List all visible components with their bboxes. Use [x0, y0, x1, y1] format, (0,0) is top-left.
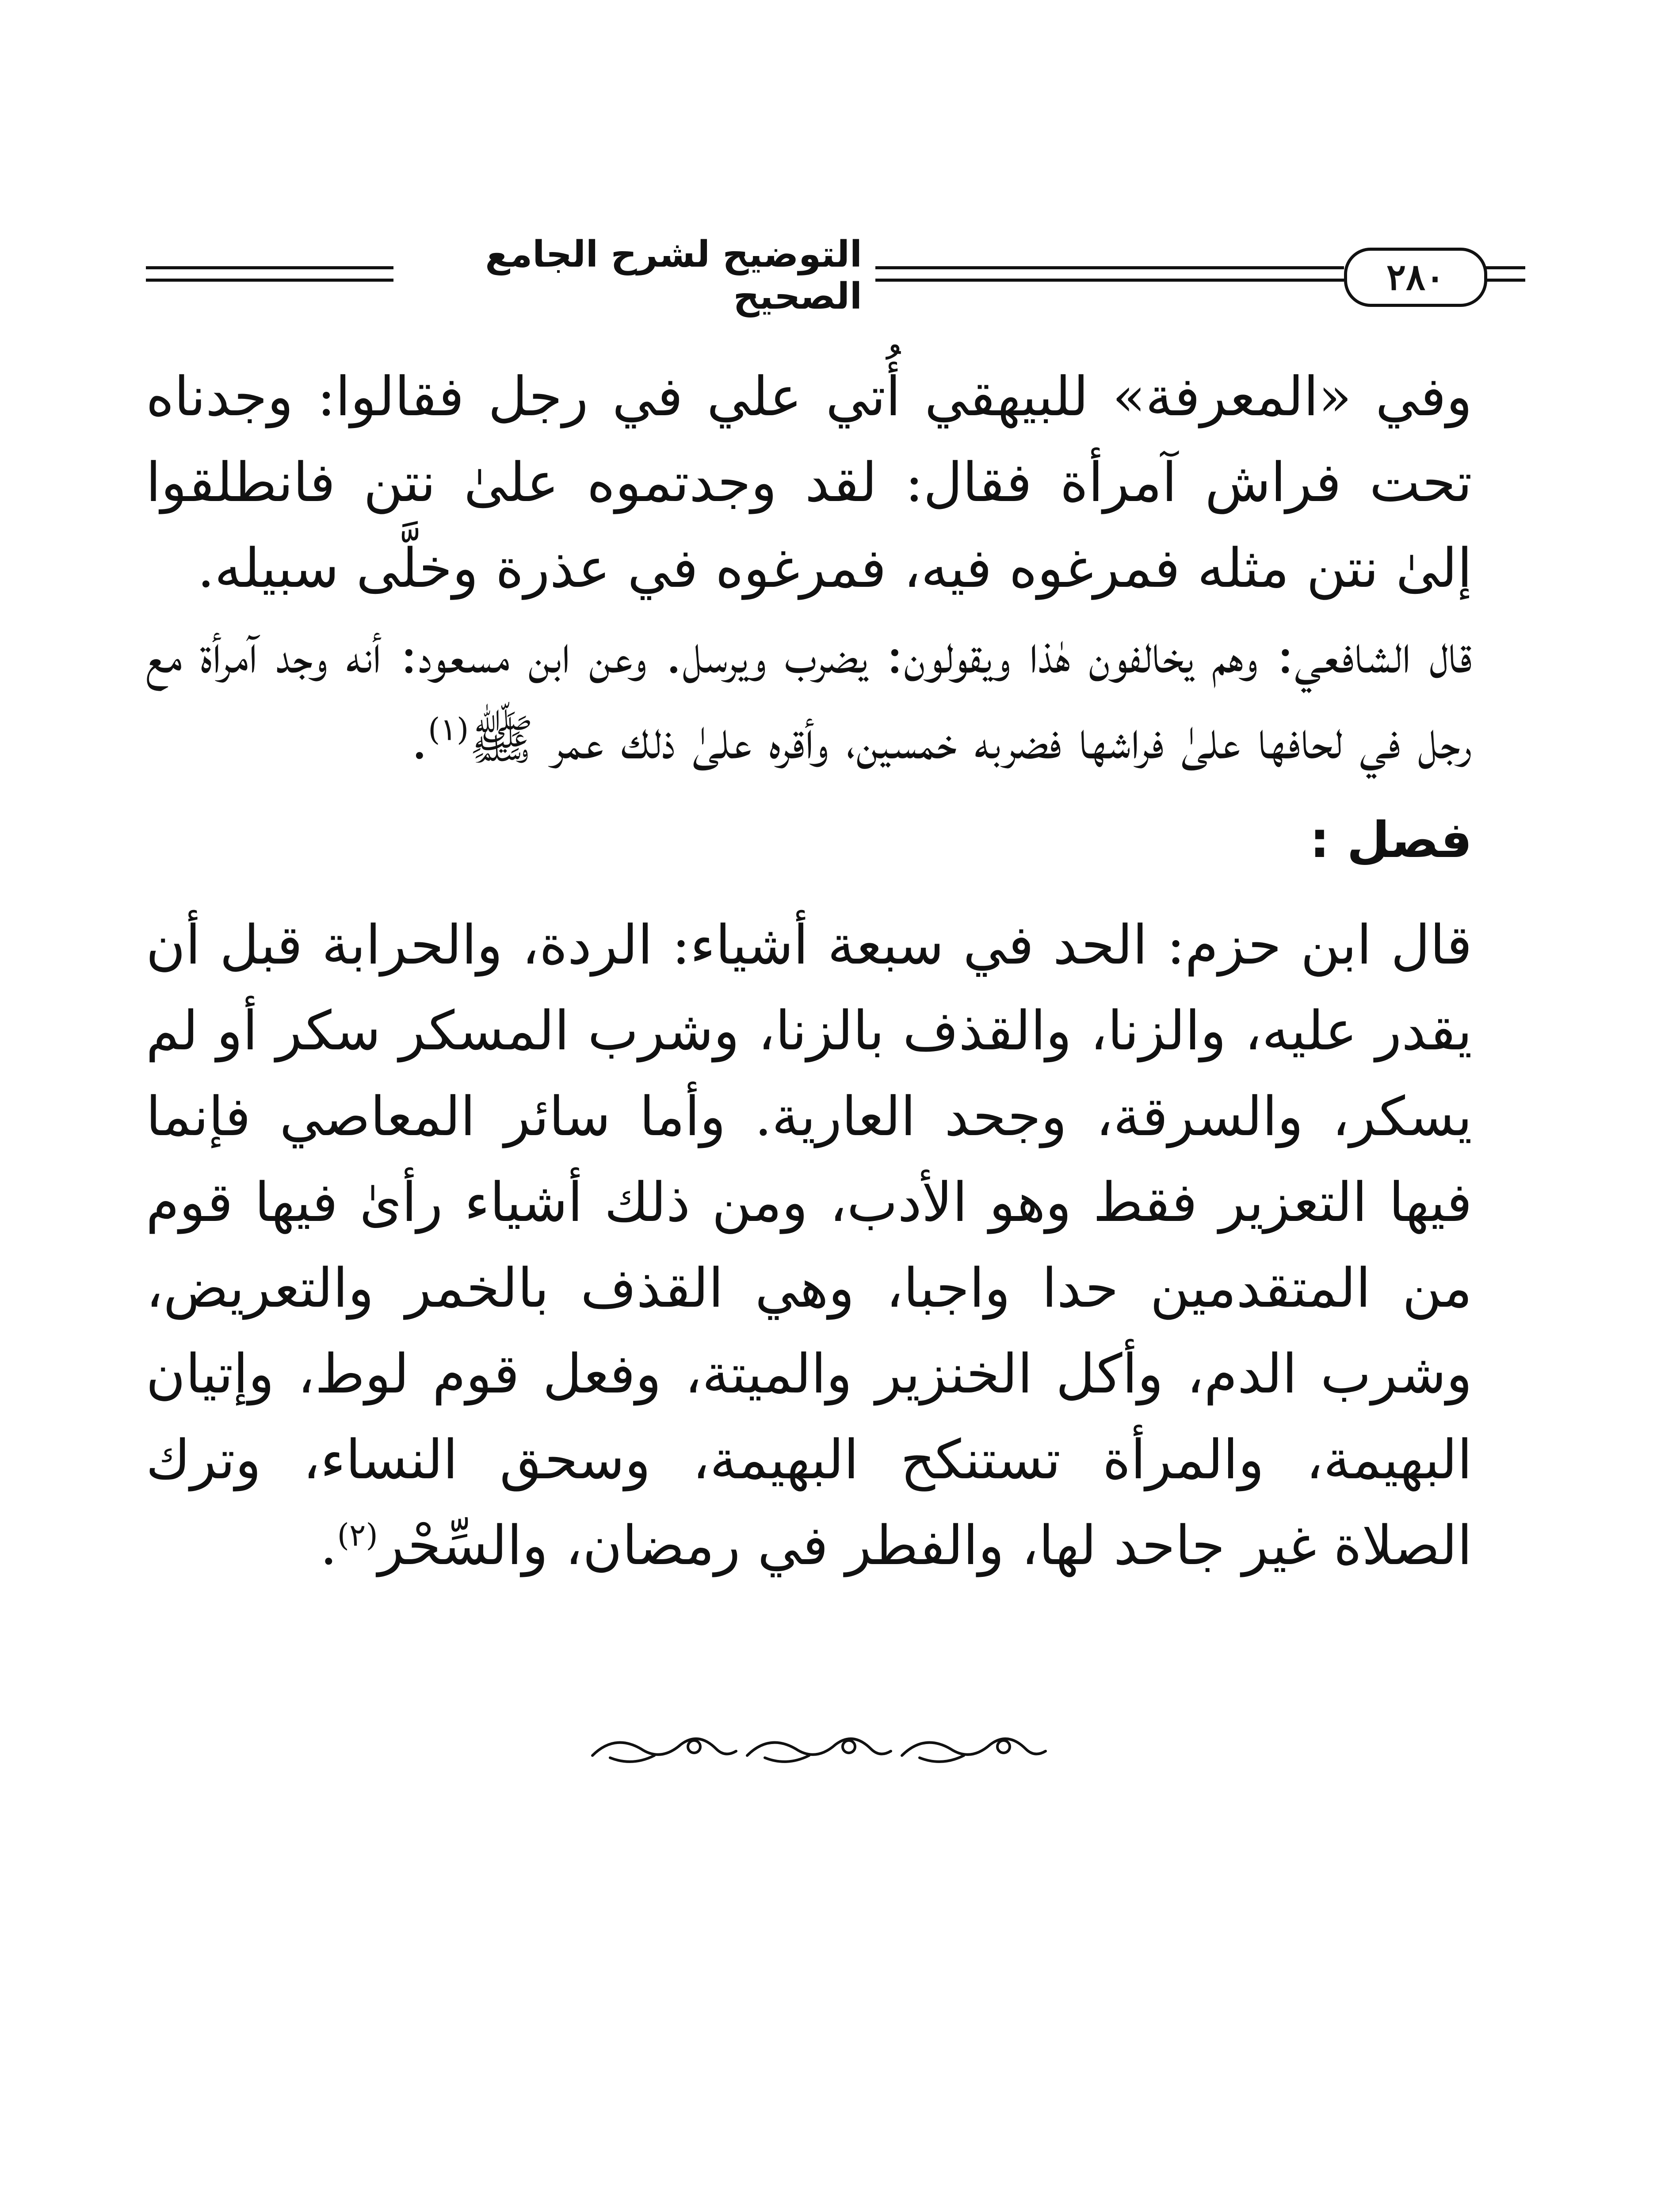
header-rule-mid-bottom [875, 279, 1344, 282]
paragraph-3 [146, 902, 1472, 1588]
paragraph-1: وفي «المعرفة» للبيهقي أُتي علي في رجل فقالوا: وجدناه تحت فراش آمرأة فقال: لقد وجدتموه علىٰ نتن فانطلقوا إلىٰ نتن مثله فمرغوه فيه، فمرغوه في عذرة وخلَّى سبيله. [146, 365, 1472, 600]
section-heading: فصل : [1310, 811, 1472, 869]
header-title: التوضيح لشرح الجامع الصحيح [407, 251, 862, 300]
decorative-divider-icon [584, 1725, 1052, 1773]
header-rule-right-bottom [1481, 279, 1525, 282]
paragraph-2-end: . [411, 708, 428, 771]
paragraph-2-text: قال الشافعي: وهم يخالفون هٰذا ويقولون: يضرب ويرسل. وعن ابن مسعود: أنه وجد آمرأة مع رجل في لحافها علىٰ فراشها فضربه خمسين، وأقره علىٰ ذلك عمر ﷺ [146, 623, 1472, 771]
footnote-ref-1: (١) [428, 711, 469, 748]
footnote-ref-2: (٢) [337, 1517, 378, 1553]
header-rule-mid-top [875, 266, 1344, 269]
header-rule-left-bottom [146, 279, 393, 282]
header-rule-left-top [146, 266, 393, 269]
paragraph-3-text: قال ابن حزم: الحد في سبعة أشياء: الردة، والحرابة قبل أن يقدر عليه، والزنا، والقذف بالزنا، وشرب المسكر سكر أو لم يسكر، والسرقة، وجحد العارية. وأما سائر المعاصي فإنما فيها التعزير فقط وهو الأدب، ومن ذلك أشياء رأىٰ فيها قوم من المتقدمين حدا واجبا، وهي القذف بالخمر والتعريض، وشرب الدم، وأكل الخنزير والميتة، وفعل قوم لوط، وإتيان البهيمة، والمرأة تستنكح البهيمة، وسحق النساء، وترك الصلاة غير جاحد لها، والفطر في رمضان، والسِّحْر [146, 914, 1472, 1577]
page-header [146, 233, 1525, 317]
page-number-badge [1344, 248, 1487, 307]
main-text [146, 354, 1472, 1588]
paragraph-2 [146, 611, 1472, 783]
paragraph-3-end: . [320, 1514, 337, 1577]
header-rule-right-top [1481, 266, 1525, 269]
page-number: ٢٨٠ [1386, 256, 1445, 298]
